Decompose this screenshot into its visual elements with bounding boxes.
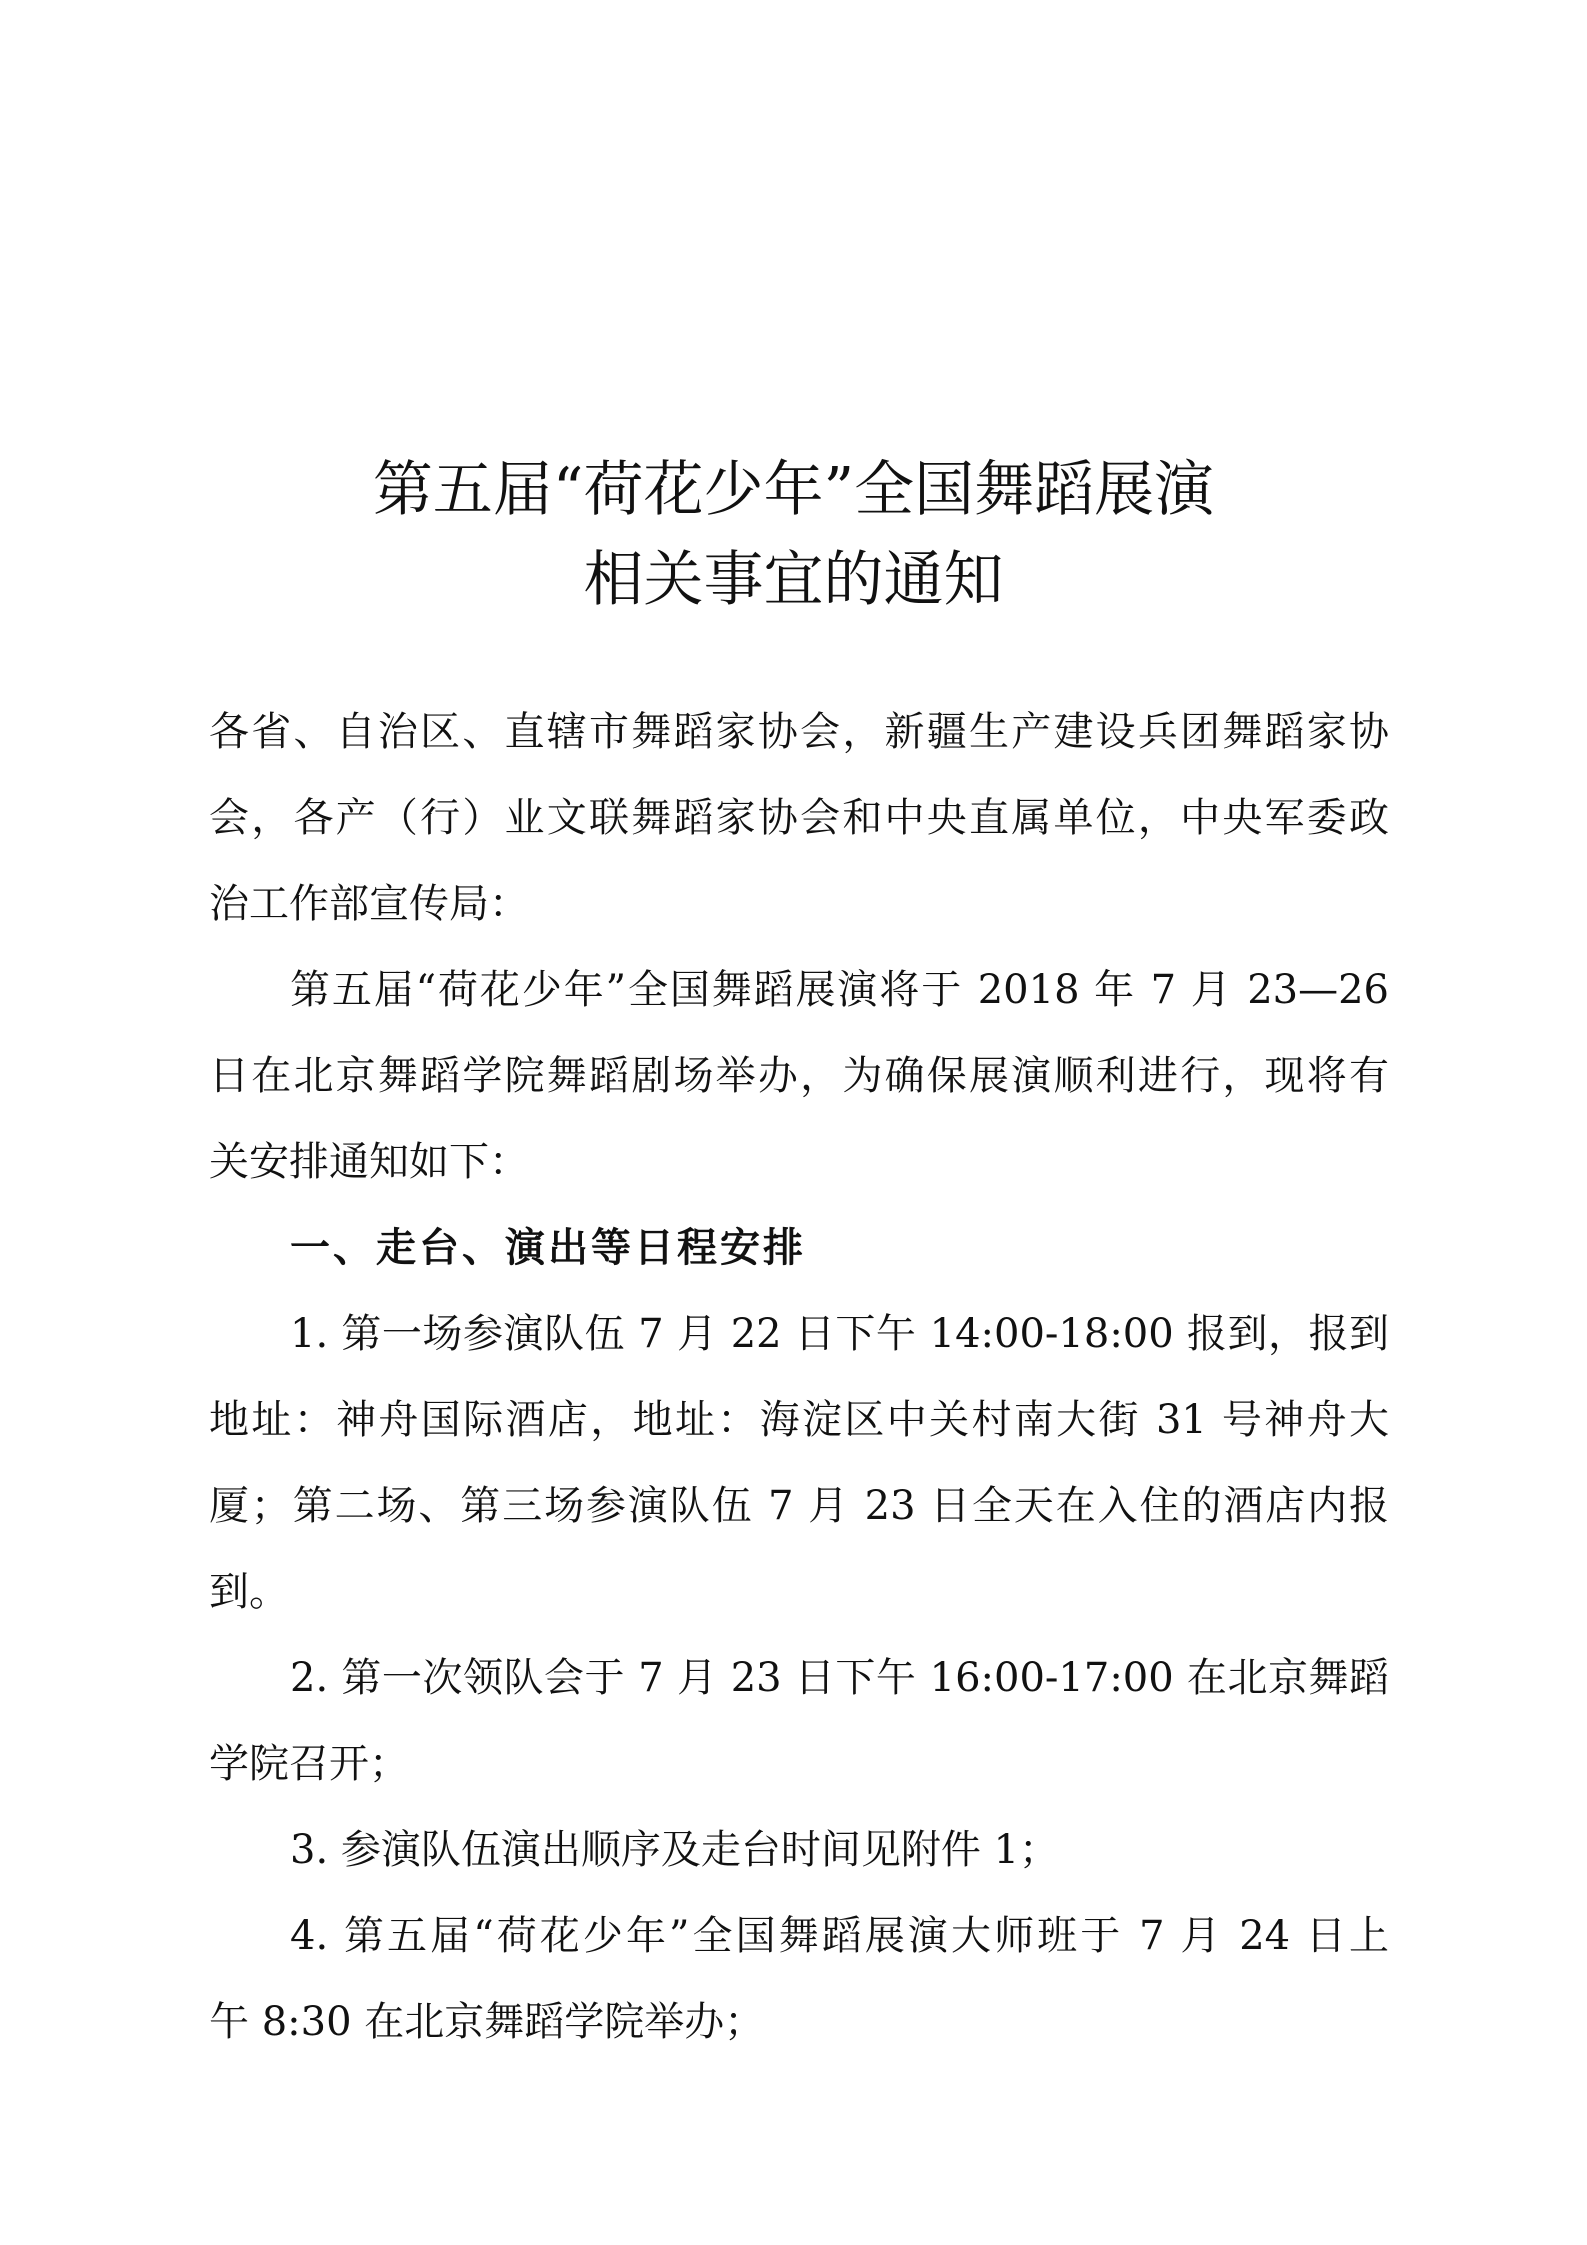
- salutation-line: 各省、自治区、直辖市舞蹈家协会，新疆生产建设兵团舞蹈家协: [209, 709, 1389, 755]
- item-line: 厦；第二场、第三场参演队伍 7 月 23 日全天在入住的酒店内报: [209, 1483, 1389, 1529]
- intro-line: 第五届“荷花少年”全国舞蹈展演将于 2018 年 7 月 23—26: [290, 967, 1389, 1013]
- item-line: 午 8:30 在北京舞蹈学院举办；: [209, 1999, 765, 2045]
- title-line-2: 相关事宜的通知: [583, 545, 1004, 615]
- item-line: 学院召开；: [209, 1741, 409, 1787]
- salutation-line: 会，各产（行）业文联舞蹈家协会和中央直属单位，中央军委政: [209, 795, 1389, 841]
- title-line-1: 第五届“荷花少年”全国舞蹈展演: [372, 455, 1215, 525]
- item-line: 1. 第一场参演队伍 7 月 22 日下午 14:00-18:00 报到，报到: [290, 1311, 1389, 1357]
- salutation-line: 治工作部宣传局：: [209, 881, 529, 927]
- intro-line: 关安排通知如下：: [209, 1139, 529, 1185]
- item-line: 地址：神舟国际酒店，地址：海淀区中关村南大街 31 号神舟大: [209, 1397, 1389, 1443]
- item-line: 3. 参演队伍演出顺序及走台时间见附件 1；: [290, 1827, 1060, 1873]
- intro-line: 日在北京舞蹈学院舞蹈剧场举办，为确保展演顺利进行，现将有: [209, 1053, 1389, 1099]
- item-line: 到。: [209, 1569, 289, 1615]
- item-line: 4. 第五届“荷花少年”全国舞蹈展演大师班于 7 月 24 日上: [290, 1913, 1389, 1959]
- item-line: 2. 第一次领队会于 7 月 23 日下午 16:00-17:00 在北京舞蹈: [290, 1655, 1389, 1701]
- section-heading: 一、走台、演出等日程安排: [290, 1225, 806, 1271]
